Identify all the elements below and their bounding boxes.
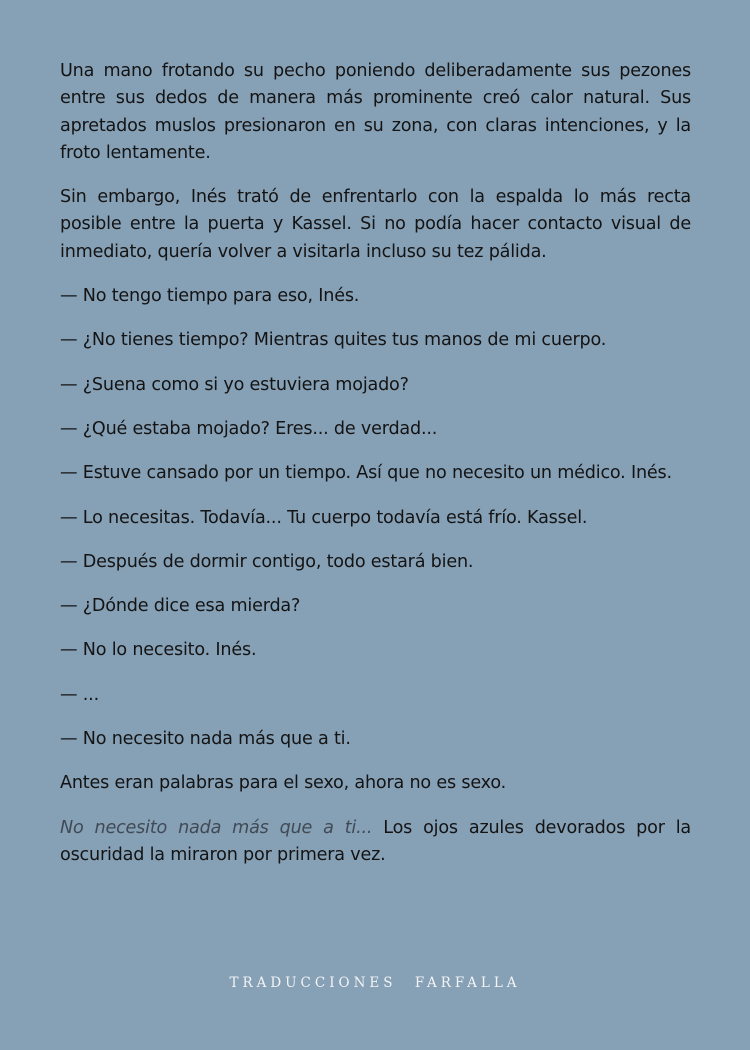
paragraph: Sin embargo, Inés trató de enfrentarlo con la espalda lo más recta posible entre la puerta y Kassel. Si no podía hacer contacto visual de inmediato, quería volver a visitarla incluso su tez pálida. <box>60 187 691 262</box>
dialogue-line: — Estuve cansado por un tiempo. Así que no necesito un médico. Inés. <box>60 463 672 484</box>
dialogue-line: — Después de dormir contigo, todo estará bien. <box>60 551 474 572</box>
dialogue-line: — No tengo tiempo para eso, Inés. <box>60 286 360 307</box>
paragraph: Una mano frotando su pecho poniendo deliberadamente sus pezones entre sus dedos de manera más prominente creó calor natural. Sus apretados muslos presionaron en su zona, con claras intenciones, y la froto lentamente. <box>60 61 691 163</box>
dialogue-line: — Lo necesitas. Todavía... Tu cuerpo todavía está frío. Kassel. <box>60 507 588 528</box>
italic-thought: No necesito nada más que a ti... <box>60 817 373 838</box>
page-text <box>60 58 691 886</box>
translator-credit: TRADUCCIONES FARFALLA <box>229 975 521 991</box>
dialogue-line: — No necesito nada más que a ti. <box>60 729 351 750</box>
dialogue-line: — ¿No tienes tiempo? Mientras quites tus manos de mi cuerpo. <box>60 330 607 351</box>
final-text: Los ojos azules devorados por la oscuridad la miraron por primera vez. <box>60 817 691 865</box>
dialogue-line: — ¿Dónde dice esa mierda? <box>60 596 301 617</box>
paragraph: Antes eran palabras para el sexo, ahora no es sexo. <box>60 773 506 794</box>
dialogue-line: — ¿Qué estaba mojado? Eres... de verdad... <box>60 418 438 439</box>
dialogue-line: — No lo necesito. Inés. <box>60 640 257 661</box>
dialogue-line: — ... <box>60 684 99 705</box>
dialogue-line: — ¿Suena como si yo estuviera mojado? <box>60 374 409 395</box>
final-paragraph <box>60 815 691 870</box>
